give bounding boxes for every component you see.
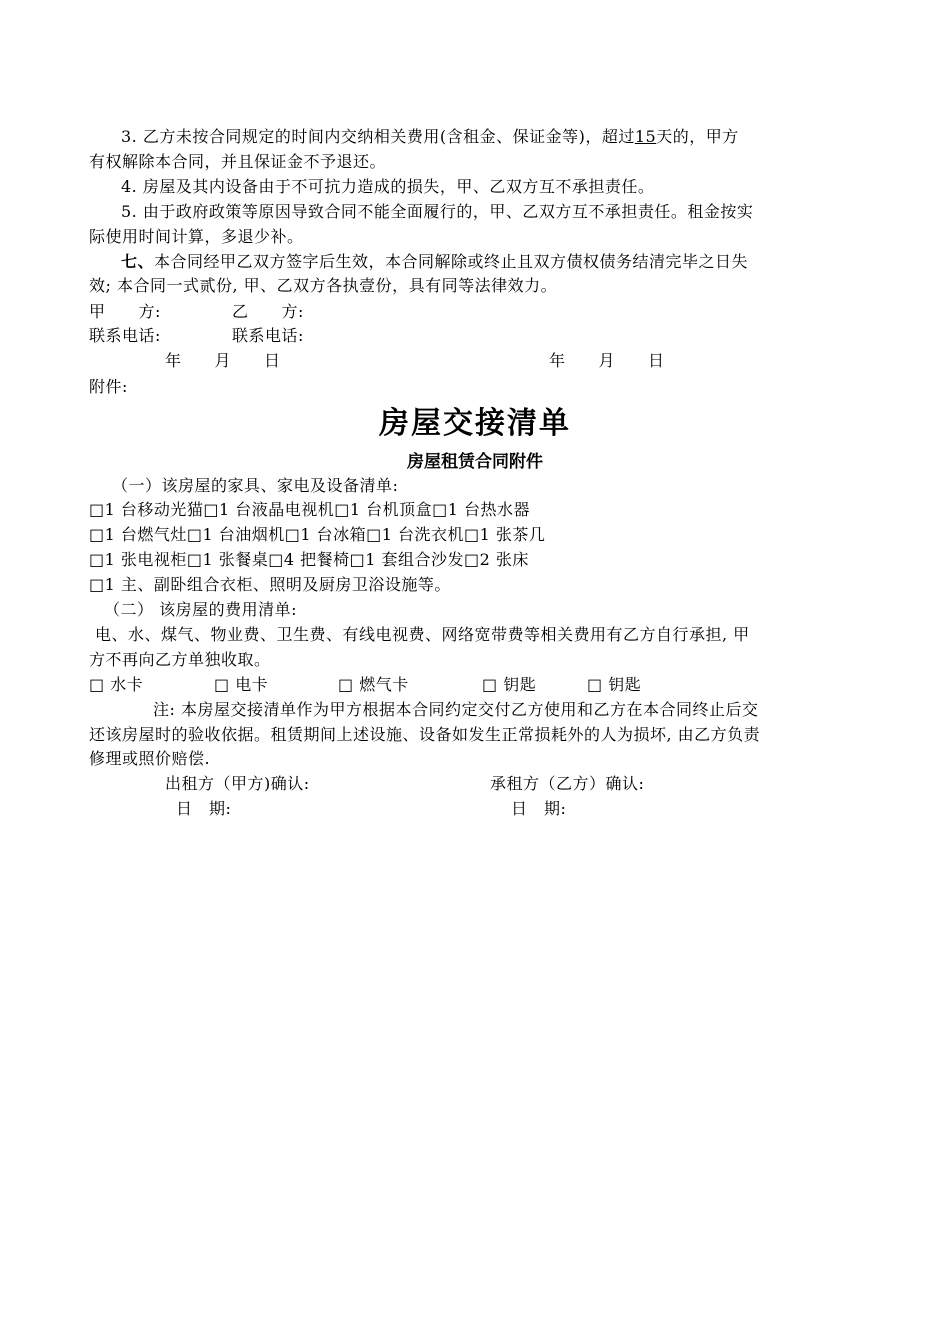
lessee-confirm: 承租方（乙方）确认:	[490, 774, 645, 793]
clause-3-text-b: 天的，甲方	[656, 127, 739, 146]
handover-title: 房屋交接清单	[379, 406, 571, 441]
clause-5-line-2: 际使用时间计算，多退少补。	[89, 227, 304, 246]
clause-7-text: 本合同经甲乙双方签字后生效，本合同解除或终止且双方债权债务结清完毕之日失	[154, 252, 749, 271]
phone-b-label: 联系电话:	[232, 326, 304, 345]
items-row-3: □1 张电视柜□1 张餐桌□4 把餐椅□1 套组合沙发□2 张床	[89, 550, 529, 569]
clause-7-label: 七、	[121, 252, 155, 271]
card-gas: □ 燃气卡	[338, 675, 409, 694]
clause-3-line-1	[121, 127, 739, 147]
items-row-2: □1 台燃气灶□1 台油烟机□1 台冰箱□1 台洗衣机□1 张茶几	[89, 525, 546, 544]
party-b-label: 乙 方:	[232, 302, 304, 321]
note-line-1: 注: 本房屋交接清单作为甲方根据本合同约定交付乙方使用和乙方在本合同终止后交	[153, 700, 759, 719]
key-1: □ 钥匙	[482, 675, 537, 694]
attachment-label: 附件:	[89, 377, 128, 396]
items-row-1: □1 台移动光猫□1 台液晶电视机□1 台机顶盒□1 台热水器	[89, 500, 531, 519]
lessee-date: 日 期:	[511, 799, 567, 818]
date-a-label: 年 月 日	[165, 351, 281, 370]
clause-3-days: 15	[634, 127, 657, 146]
card-electric: □ 电卡	[214, 675, 269, 694]
party-a-label: 甲 方:	[89, 302, 161, 321]
clause-7-line-2: 效; 本合同一式贰份, 甲、乙双方各执壹份，具有同等法律效力。	[89, 276, 558, 295]
lessor-date: 日 期:	[176, 799, 232, 818]
note-line-2: 还该房屋时的验收依据。租赁期间上述设施、设备如发生正常损耗外的人为损坏, 由乙方负责	[89, 725, 761, 744]
fees-line-1: 电、水、煤气、物业费、卫生费、有线电视费、网络宽带费等相关费用有乙方自行承担, 甲	[95, 625, 750, 644]
clause-3-text-a: 3. 乙方未按合同规定的时间内交纳相关费用(含租金、保证金等)，超过	[121, 127, 635, 146]
section-1-heading: （一）该房屋的家具、家电及设备清单:	[112, 476, 399, 495]
clause-5-line-1: 5. 由于政府政策等原因导致合同不能全面履行的，甲、乙双方互不承担责任。租金按实	[121, 202, 754, 221]
date-b-label: 年 月 日	[549, 351, 665, 370]
items-row-4: □1 主、副卧组合衣柜、照明及厨房卫浴设施等。	[89, 575, 451, 594]
handover-subtitle: 房屋租赁合同附件	[407, 452, 543, 472]
key-2: □ 钥匙	[587, 675, 642, 694]
clause-7-line-1	[121, 252, 748, 272]
lessor-confirm: 出租方（甲方)确认:	[165, 774, 310, 793]
clause-3-line-2: 有权解除本合同，并且保证金不予退还。	[89, 152, 387, 171]
fees-line-2: 方不再向乙方单独收取。	[89, 650, 271, 669]
section-2-heading: （二） 该房屋的费用清单:	[104, 600, 297, 619]
phone-a-label: 联系电话:	[89, 326, 161, 345]
card-water: □ 水卡	[89, 675, 144, 694]
note-line-3: 修理或照价赔偿.	[89, 749, 211, 768]
clause-4: 4. 房屋及其内设备由于不可抗力造成的损失，甲、乙双方互不承担责任。	[121, 177, 655, 196]
